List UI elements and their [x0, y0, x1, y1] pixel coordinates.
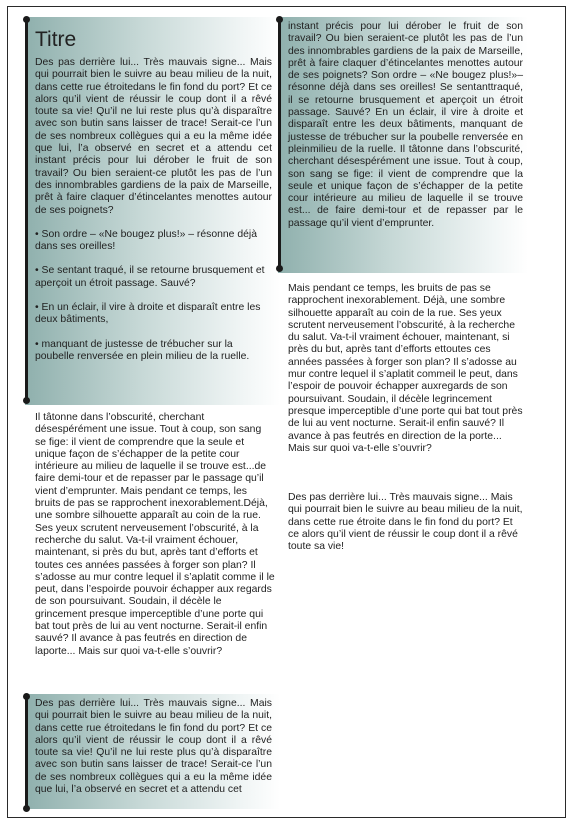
intro-paragraph: Des pas derrière lui... Très mauvais signe... Mais qui pourrait bien le suivre au beau milieu de la nuit, dans cette rue étroitedans le fin fond du port? Et ce alors qu’il vient de réussir le coup dont il a rêvé toute sa vie! Qu’il ne lui reste plus qu’à disparaître avec son butin sans laisser de trace! Serait-ce l’un de ses nombreux collègues qui a eu la même idée que lui, l’a observé en secret et a attendu cet instant précis pour lui dérober le fruit de son travail? Ou bien seraient-ce plutôt les pas de l’un des innombrables gardiens de la paix de Marseille, prêt à faire claquer d’étincelantes menottes autour de ses poignets?	[35, 57, 272, 216]
intro-bullet-2: • Se sentant traqué, il se retourne brusquement et aperçoit un étroit passage. Sauvé?	[35, 265, 265, 289]
intro-box-rule	[25, 19, 28, 401]
intro-bullet-3: • En un éclair, il vire à droite et disparaît entre les deux bâtiments,	[35, 302, 261, 326]
column-1-body: Il tâtonne dans l’obscurité, cherchant désespérément une issue. Tout à coup, son sang se fige: il vient de comprendre que la seule et unique façon de s’échapper de la petite cour intérieure au milieu de laquelle il se trouve est...de faire demi-tour et de repasser par le passage qu’il vient d’emprunter. Mais pendant ce temps, les bruits de pas se rapprochent inexorablement.Déjà, une sombre silhouette apparaît au coin de la rue. Ses yeux scrutent nerveusement l’obscurité, à la recherche du salut. Va-t-il vraiment échouer, maintenant, si près du but, après tant d’efforts et toutes ces années passées à forger son plan? Il s’adosse au mur contre lequel il s’aplatit comme il le peut, dans l’espoirde pouvoir échapper aux regards de son poursuivant. Soudain, il décèle le grincement presque imperceptible d’une porte qui bat tout près de lui au vent nocturne. Serait-il enfin sauvé? Il avance à pas feutrés en direction de laporte... Mais sur quoi va-t-elle s’ouvrir?	[35, 412, 275, 657]
right-box-rule-bottom-dot	[276, 265, 283, 272]
intro-bullet-4: • manquant de justesse de trébucher sur la poubelle renversée en plein milieu de la ruelle.	[35, 338, 250, 362]
intro-box-rule-bottom-dot	[23, 397, 30, 404]
right-box-text: instant précis pour lui dérober le fruit de son travail? Ou bien seraient-ce plutôt les pas de l’un des innombrables gardiens de la paix de Marseille, prêt à faire claquer d’étincelantes menottes autour de ses poignets? Son ordre – «Ne bougez plus!»– résonne déjà dans ses oreilles! Se sentanttraqué, il se retourne brusquement et aperçoit un étroit passage. Sauvé? En un éclair, il vire à droite et disparaît entre les deux bâtiments, manquant de justesse de trébucher sur la poubelle renversée en pleinmilieu de la ruelle. Il tâtonne dans l’obscurité, cherchant désespérément une issue. Tout à coup, son sang se fige: il vient de comprendre que la seule et unique façon de s’échapper de la petite cour intérieure au milieu de laquelle il se trouve est... de faire demi-tour et de repasser par le passage qu’il vient d’emprunter.	[288, 21, 523, 229]
column-2-body-1: Mais pendant ce temps, les bruits de pas se rapprochent inexorablement. Déjà, une sombre silhouette apparaît au coin de la rue. Ses yeux scrutent nerveusement l’obscurité, à la recherche du salut. Va-t-il vraiment échouer, maintenant, si près du but, après tant d’efforts ettoutes ces années passées à forger son plan? Il s’adosse au mur contre lequel il s’aplatit commeil le peut, dans l’espoir de pouvoir échapper auxregards de son poursuivant. Soudain, il décèle legrincement presque imperceptible d’une porte qui bat tout près de lui au vent nocturne. Serait-il enfin sauvé? Il avance à pas feutrés en direction de la porte... Mais sur quoi va-t-elle s’ouvrir?	[288, 283, 523, 454]
bottom-box-rule	[25, 696, 28, 808]
bottom-box-text: Des pas derrière lui... Très mauvais signe... Mais qui pourrait bien le suivre au beau milieu de la nuit, dans cette rue étroitedans le fin fond du port? Et ce alors qu’il vient de réussir le coup dont il a rêvé toute sa vie! Qu’il ne lui reste plus qu’à disparaître avec son butin sans laisser de trace! Serait-ce l’un de ses nombreux collègues qui a eu la même idée que lui, l’a observé en secret et a attendu cet	[35, 698, 272, 796]
document-page	[7, 6, 566, 818]
column-2-body-2: Des pas derrière lui... Très mauvais signe... Mais qui pourrait bien le suivre au beau milieu de la nuit, dans cette rue étroite dans le fin fond du port? Et ce alors qu’il vient de réussir le coup dont il a rêvé toute sa vie!	[288, 492, 523, 553]
right-box-rule	[278, 19, 281, 269]
intro-bullet-1: • Son ordre – «Ne bougez plus!» – résonne déjà dans ses oreilles!	[35, 228, 257, 253]
bottom-box-rule-top-dot	[23, 693, 30, 700]
bottom-box-rule-bottom-dot	[23, 805, 30, 812]
intro-box-rule-top-dot	[23, 16, 30, 23]
page-title: Titre	[35, 28, 77, 51]
intro-box-text	[35, 57, 272, 363]
right-box-rule-top-dot	[276, 16, 283, 23]
